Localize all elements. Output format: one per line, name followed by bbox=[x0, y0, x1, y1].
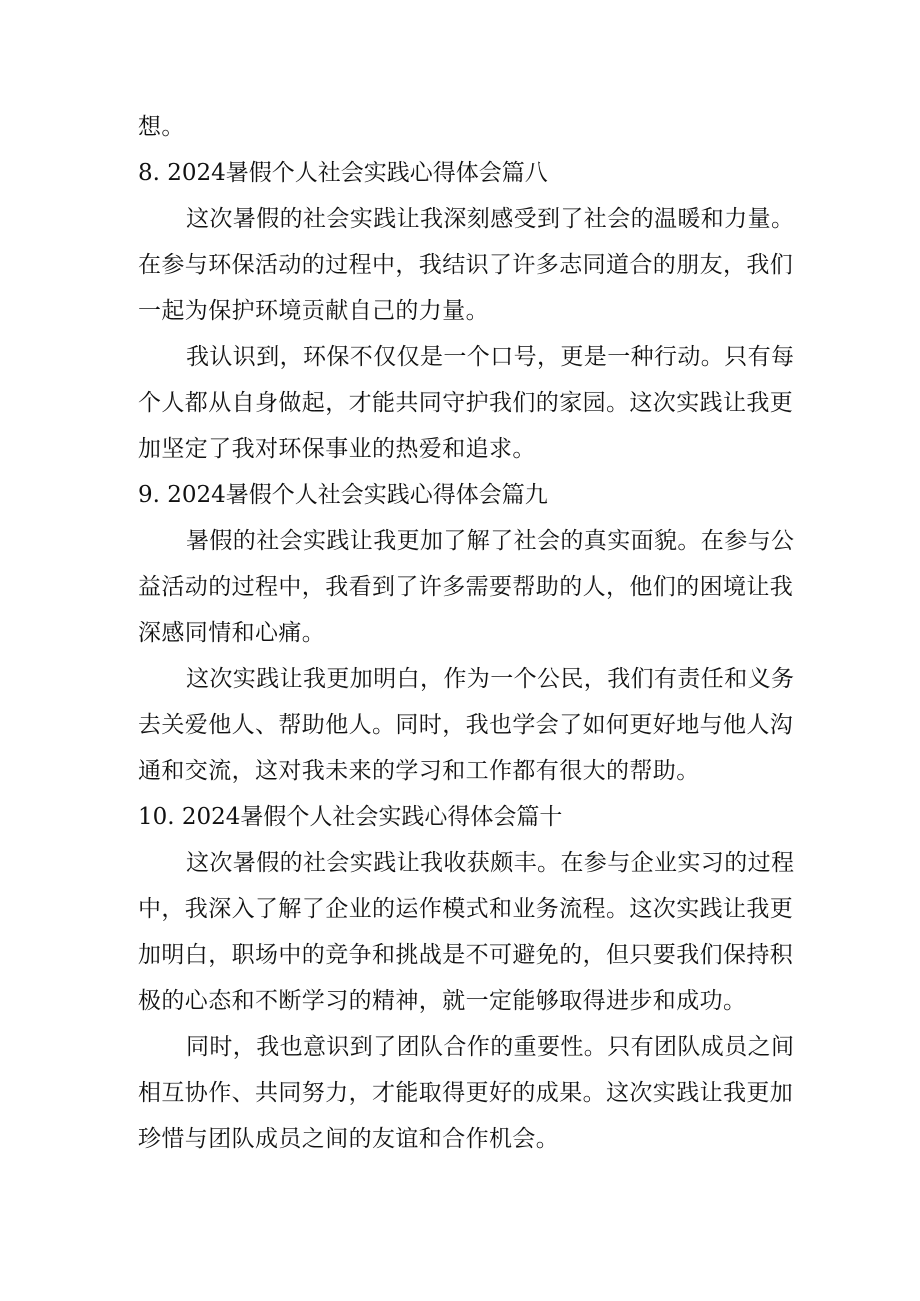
text-line: 加明白，职场中的竞争和挑战是不可避免的，但只要我们保持积 bbox=[138, 942, 794, 968]
paragraph-first-line: 这次暑假的社会实践让我收获颇丰。在参与企业实习的过程 bbox=[186, 850, 795, 876]
section-heading-9: 9. 2024暑假个人社会实践心得体会篇九 bbox=[138, 482, 548, 508]
paragraph-first-line: 我认识到，环保不仅仅是一个口号，更是一种行动。只有每 bbox=[186, 344, 795, 370]
text-line: 极的心态和不断学习的精神，就一定能够取得进步和成功。 bbox=[138, 988, 747, 1014]
text-line: 中，我深入了解了企业的运作模式和业务流程。这次实践让我更 bbox=[138, 896, 794, 922]
paragraph-first-line: 这次暑假的社会实践让我深刻感受到了社会的温暖和力量。 bbox=[186, 206, 795, 232]
text-line: 通和交流，这对我未来的学习和工作都有很大的帮助。 bbox=[138, 758, 700, 784]
section-heading-10: 10. 2024暑假个人社会实践心得体会篇十 bbox=[138, 804, 563, 830]
text-line: 在参与环保活动的过程中，我结识了许多志同道合的朋友，我们 bbox=[138, 252, 794, 278]
paragraph-first-line: 暑假的社会实践让我更加了解了社会的真实面貌。在参与公 bbox=[186, 528, 795, 554]
text-line: 加坚定了我对环保事业的热爱和追求。 bbox=[138, 436, 536, 462]
text-line: 相互协作、共同努力，才能取得更好的成果。这次实践让我更加 bbox=[138, 1080, 794, 1106]
text-line: 益活动的过程中，我看到了许多需要帮助的人，他们的困境让我 bbox=[138, 574, 794, 600]
text-line: 个人都从自身做起，才能共同守护我们的家园。这次实践让我更 bbox=[138, 390, 794, 416]
text-line: 去关爱他人、帮助他人。同时，我也学会了如何更好地与他人沟 bbox=[138, 712, 794, 738]
paragraph-first-line: 同时，我也意识到了团队合作的重要性。只有团队成员之间 bbox=[186, 1034, 795, 1060]
document-page bbox=[138, 104, 795, 1162]
section-heading-8: 8. 2024暑假个人社会实践心得体会篇八 bbox=[138, 160, 548, 186]
text-line: 一起为保护环境贡献自己的力量。 bbox=[138, 298, 489, 324]
text-line: 珍惜与团队成员之间的友谊和合作机会。 bbox=[138, 1126, 560, 1152]
text-line: 想。 bbox=[138, 114, 185, 140]
paragraph-first-line: 这次实践让我更加明白，作为一个公民，我们有责任和义务 bbox=[186, 666, 795, 692]
text-line: 深感同情和心痛。 bbox=[138, 620, 326, 646]
